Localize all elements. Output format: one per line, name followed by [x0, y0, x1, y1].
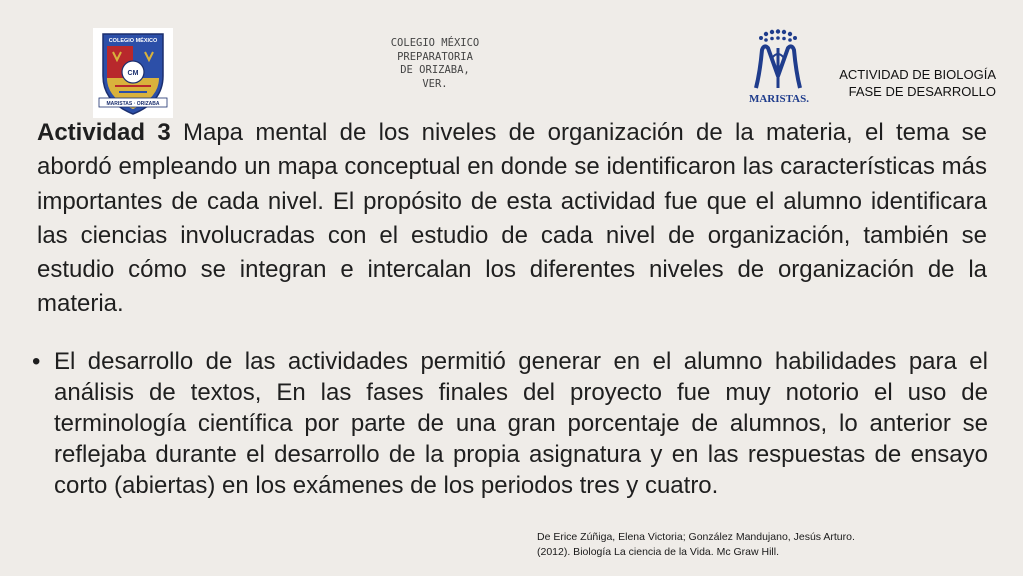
maristas-logo: [744, 28, 814, 106]
citation: [537, 530, 917, 560]
activity-lead: Actividad 3: [37, 119, 171, 146]
school-line: DE ORIZABA,: [400, 64, 470, 76]
marist-monogram-icon: [744, 28, 814, 106]
bullet-dot-icon: •: [32, 348, 41, 375]
crest-top-text: COLEGIO MÉXICO: [108, 38, 158, 44]
school-line: COLEGIO MÉXICO: [390, 37, 480, 49]
bullet-item: [30, 346, 988, 501]
activity-title: ACTIVIDAD DE BIOLOGÍA: [839, 67, 996, 82]
activity-phase: FASE DE DESARROLLO: [848, 84, 996, 99]
bullet-text: El desarrollo de las actividades permitió generar en el alumno habilidades para el análisis de textos, En las fases finales del proyecto fue muy notorio el uso de terminología científica por parte de una gran porcentaje de alumnos, lo anterior se reflejaba durante el desarrollo de la propia asignatura y en las respuestas de ensayo corto (abiertas) en los exámenes de los periodos tres y cuatro.: [54, 348, 988, 499]
crest-monogram: CM: [127, 70, 139, 77]
activity-label: [806, 66, 996, 100]
school-line: PREPARATORIA: [397, 50, 473, 63]
school-line: VER.: [422, 77, 448, 90]
activity-description: Mapa mental de los niveles de organización de la materia, el tema se abordó empleando un mapa conceptual en donde se identificaron las características más importantes de cada nivel. El propósito de esta actividad fue que el alumno identificara las ciencias involucradas con el estudio de cada nivel de organización, también se estudio cómo se integran e intercalan los diferentes niveles de organización de la materia.: [37, 119, 988, 318]
maristas-wordmark: MARISTAS.: [748, 93, 810, 105]
crest-shield-icon: [93, 28, 173, 118]
crest-bottom-text: MARISTAS · ORIZABA: [106, 101, 160, 107]
school-crest-logo: [93, 28, 173, 118]
citation-line: De Erice Zúñiga, Elena Victoria; González Mandujano, Jesús Arturo.: [537, 531, 855, 543]
activity-paragraph: [37, 116, 987, 322]
citation-line: (2012). Biología La ciencia de la Vida. Mc Graw Hill.: [537, 546, 780, 558]
school-name: [370, 37, 500, 91]
